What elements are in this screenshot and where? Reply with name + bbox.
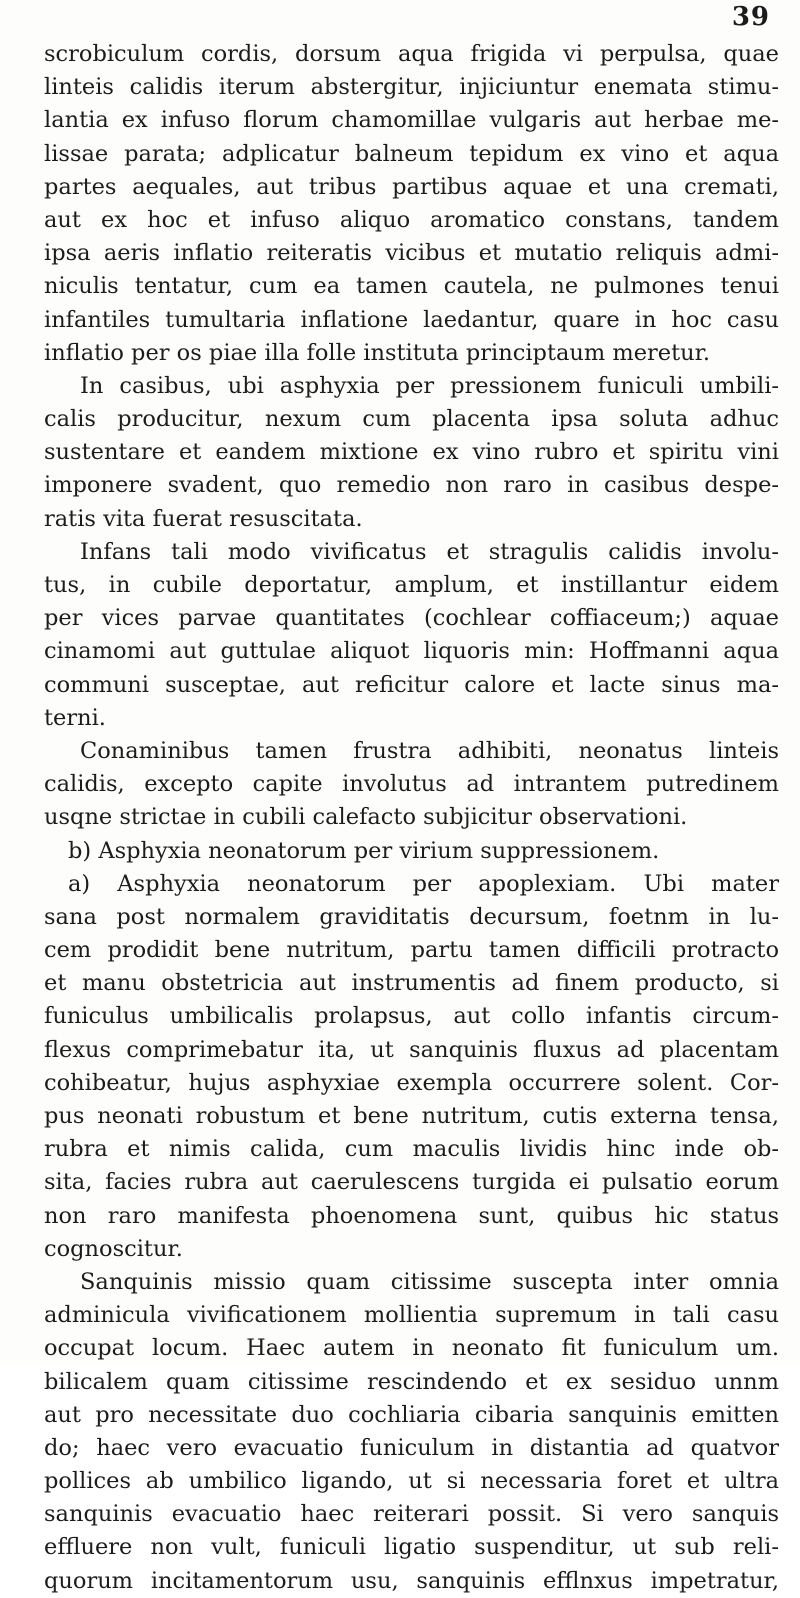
text-line: cinamomi aut guttulae aliquot liquoris min: Hoffmanni aqua [44, 638, 779, 665]
text-line: aut pro necessitate duo cochliaria cibaria sanquinis emitten [44, 1401, 779, 1428]
text-line: cohibeatur, hujus asphyxiae exempla occurrere solent. Cor- [44, 1069, 779, 1096]
text-line: pus neonati robustum et bene nutritum, cutis externa tensa, [44, 1103, 779, 1129]
text-line: Conaminibus tamen frustra adhibiti, neonatus linteis [80, 737, 779, 764]
text-line: partes aequales, aut tribus partibus aquae et una cremati, [44, 173, 779, 200]
text-line: pollices ab umbilico ligando, ut si necessaria foret et ultra [44, 1468, 779, 1495]
text-line: sustentare et eandem mixtione ex vino rubro et spiritu vini [44, 439, 779, 466]
text-line: cognoscitur. [44, 1235, 183, 1262]
text-line: Sanquinis missio quam citissime suscepta inter omnia [80, 1268, 779, 1295]
text-line: b) Asphyxia neonatorum per virium suppressionem. [68, 837, 660, 864]
text-line: In casibus, ubi asphyxia per pressionem funiculi umbili- [80, 372, 779, 399]
page-number: 39 [731, 2, 770, 32]
text-line: calidis, excepto capite involutus ad intrantem putredinem [44, 771, 779, 798]
text-line: lissae parata; adplicatur balneum tepidum ex vino et aqua [44, 140, 779, 167]
text-line: lantia ex infuso florum chamomillae vulgaris aut herbae me- [44, 107, 779, 134]
text-line: sanquinis evacuatio haec reiterari possit. Si vero sanquis [44, 1501, 779, 1528]
text-line: ratis vita fuerat resuscitata. [44, 505, 363, 532]
text-line: inflatio per os piae illa folle instituta principtaum meretur. [44, 339, 711, 366]
text-line: do; haec vero evacuatio funiculum in distantia ad quatvor [44, 1434, 779, 1461]
text-line: occupat locum. Haec autem in neonato fit funiculum um. [44, 1335, 779, 1362]
text-line: linteis calidis iterum abstergitur, injiciuntur enemata stimu- [44, 74, 779, 101]
text-line: niculis tentatur, cum ea tamen cautela, ne pulmones tenui [44, 273, 779, 300]
text-line: per vices parvae quantitates (cochlear coffiaceum;) aquae [44, 605, 779, 632]
text-line: calis producitur, nexum cum placenta ipsa soluta adhuc [44, 406, 779, 433]
text-line: flexus comprimebatur ita, ut sanquinis fluxus ad placentam [44, 1036, 779, 1063]
text-line: et manu obstetricia aut instrumentis ad finem producto, si [44, 970, 779, 997]
text-line: a) Asphyxia neonatorum per apoplexiam. Ubi mater [68, 870, 779, 897]
text-line: funiculus umbilicalis prolapsus, aut collo infantis circum- [44, 1003, 779, 1030]
text-line: usqne strictae in cubili calefacto subjicitur observationi. [44, 804, 688, 831]
text-line: scrobiculum cordis, dorsum aqua frigida vi perpulsa, quae [44, 41, 779, 67]
text-line: quorum incitamentorum usu, sanquinis efflnxus impetratur, [44, 1567, 779, 1594]
text-line: effluere non vult, funiculi ligatio suspenditur, ut sub reli- [44, 1534, 779, 1561]
text-line: aut ex hoc et infuso aliquo aromatico constans, tandem [44, 206, 779, 233]
text-line: non raro manifesta phoenomena sunt, quibus hic status [44, 1202, 779, 1229]
text-line: cem prodidit bene nutritum, partu tamen difficili protracto [44, 937, 779, 964]
text-line: sana post normalem graviditatis decursum, foetnm in lu- [44, 903, 779, 930]
text-line: Infans tali modo vivificatus et stragulis calidis involu- [80, 538, 779, 565]
text-line: sita, facies rubra aut caerulescens turgida ei pulsatio eorum [44, 1169, 779, 1196]
text-line: bilicalem quam citissime rescindendo et ex sesiduo unnm [44, 1368, 779, 1395]
text-line: rubra et nimis calida, cum maculis lividis hinc inde ob- [44, 1136, 779, 1163]
text-line: adminicula vivificationem mollientia supremum in tali casu [44, 1302, 779, 1329]
text-line: tus, in cubile deportatur, amplum, et instillantur eidem [44, 572, 779, 598]
text-line: imponere svadent, quo remedio non raro in casibus despe- [44, 472, 779, 499]
text-line: ipsa aeris inflatio reiteratis vicibus et mutatio reliquis admi- [44, 240, 779, 267]
text-line: communi susceptae, aut reficitur calore et lacte sinus ma- [44, 671, 779, 698]
text-line: infantiles tumultaria inflatione laedantur, quare in hoc casu [44, 306, 779, 333]
text-line: terni. [44, 704, 106, 731]
body-text [44, 38, 779, 1598]
